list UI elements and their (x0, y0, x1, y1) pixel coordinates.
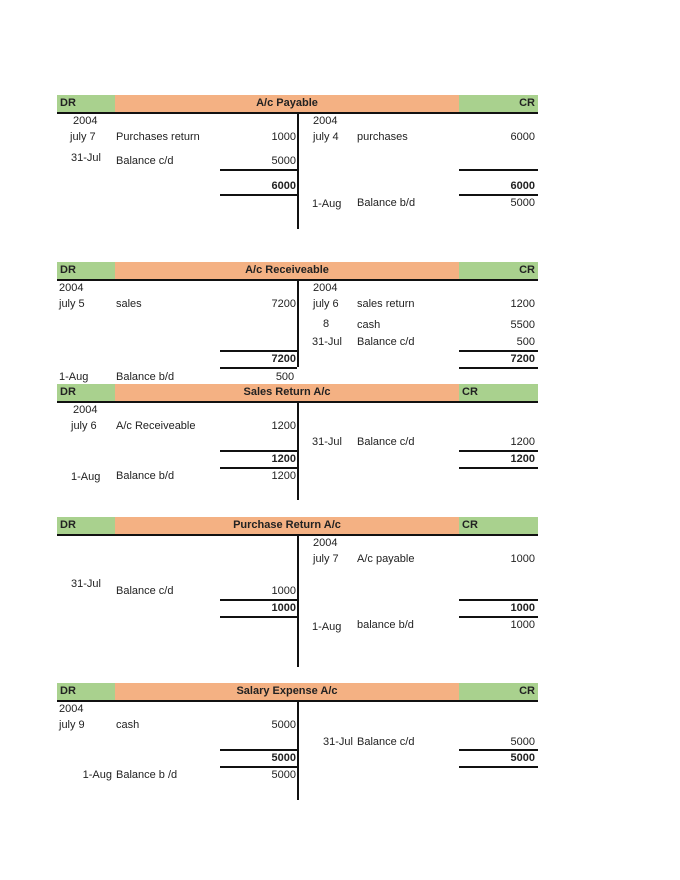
salary-cr-header: CR (459, 683, 538, 700)
payable-dr-date: 31-Jul (71, 152, 101, 164)
payable-dr-date: july 7 (70, 131, 96, 143)
receivable-dr-total-underline (220, 367, 297, 369)
receivable-cr-desc: Balance c/d (357, 336, 415, 348)
payable-dr-amount: 1000 (271, 131, 296, 143)
salary-dr-desc: cash (116, 719, 140, 731)
purchase-return-dr-date: 31-Jul (71, 578, 101, 590)
payable-dr-desc: Balance c/d (116, 155, 174, 167)
sales-return-cr-date: 31-Jul (312, 436, 342, 448)
payable-dr-total: 6000 (271, 180, 296, 192)
salary-dr-amount: 5000 (271, 719, 296, 731)
salary-cr-desc: Balance c/d (357, 736, 415, 748)
payable-cr-bd-desc: Balance b/d (357, 197, 416, 209)
receivable-cr-header: CR (459, 262, 538, 279)
salary-dr-bd-amount: 5000 (271, 769, 296, 781)
payable-cr-bd-amount: 5000 (510, 197, 535, 209)
payable-cr-amount: 6000 (510, 131, 535, 143)
receivable-cr-year: 2004 (313, 282, 338, 294)
purchase-return-cr-bd-date: 1-Aug (312, 621, 342, 633)
salary-dr-bd-desc: Balance b /d (116, 769, 178, 781)
receivable-cr-date: 31-Jul (312, 336, 342, 348)
sales-return-cr-header: CR (459, 384, 538, 401)
sales-return-dr-amount: 1200 (271, 420, 296, 432)
receivable-cr-total: 7200 (510, 353, 535, 365)
sales-return-cr-total: 1200 (510, 453, 535, 465)
payable-divider (297, 112, 299, 229)
purchase-return-dr-header: DR (57, 517, 115, 534)
purchase-return-dr-total: 1000 (271, 602, 296, 614)
salary-cr-date: 31-Jul (323, 736, 353, 748)
receivable-dr-date: july 5 (59, 298, 85, 310)
payable-cr-desc: purchases (357, 131, 408, 143)
payable-dr-header: DR (57, 95, 115, 112)
payable-cr-total-rule (459, 169, 538, 171)
receivable-dr-total: 7200 (271, 353, 296, 365)
payable-dr-year: 2004 (73, 115, 98, 127)
purchase-return-cr-header: CR (459, 517, 538, 534)
purchase-return-cr-bd-desc: balance b/d (357, 619, 414, 631)
salary-title: Salary Expense A/c (115, 683, 459, 700)
payable-cr-bd-date: 1-Aug (312, 198, 342, 210)
receivable-cr-amount: 1200 (510, 298, 535, 310)
receivable-dr-amount: 7200 (271, 298, 296, 310)
receivable-dr-desc: sales (116, 298, 142, 310)
purchase-return-cr-bd-amount: 1000 (510, 619, 535, 631)
payable-cr-year: 2004 (313, 115, 338, 127)
salary-dr-date: july 9 (59, 719, 85, 731)
sales-return-dr-bd-amount: 1200 (271, 470, 296, 482)
payable-cr-header: CR (459, 95, 538, 112)
payable-dr-desc: Purchases return (116, 131, 200, 143)
receivable-cr-amount: 5500 (510, 319, 535, 331)
receivable-cr-date: july 6 (313, 298, 339, 310)
purchase-return-cr-desc: A/c payable (357, 553, 415, 565)
sales-return-title: Sales Return A/c (115, 384, 459, 401)
sales-return-dr-bd-date: 1-Aug (71, 471, 101, 483)
salary-cr-total-underline (459, 766, 538, 768)
receivable-dr-bd-date: 1-Aug (59, 371, 89, 383)
payable-dr-amount: 5000 (271, 155, 296, 167)
salary-divider (297, 700, 299, 800)
purchase-return-dr-desc: Balance c/d (116, 585, 174, 597)
sales-return-cr-desc: Balance c/d (357, 436, 415, 448)
sales-return-divider (297, 401, 299, 500)
salary-cr-total: 5000 (510, 752, 535, 764)
receivable-cr-desc: cash (357, 319, 381, 331)
sales-return-cr-amount: 1200 (510, 436, 535, 448)
receivable-dr-header: DR (57, 262, 115, 279)
purchase-return-cr-amount: 1000 (510, 553, 535, 565)
salary-dr-year: 2004 (59, 703, 84, 715)
receivable-title: A/c Receiveable (115, 262, 459, 279)
salary-dr-total: 5000 (271, 752, 296, 764)
purchase-return-cr-total: 1000 (510, 602, 535, 614)
receivable-cr-date: 8 (323, 318, 330, 330)
payable-dr-total-underline (220, 194, 297, 196)
payable-cr-date: july 4 (313, 131, 339, 143)
purchase-return-divider (297, 534, 299, 667)
sales-return-dr-desc: A/c Receiveable (116, 420, 196, 432)
salary-cr-amount: 5000 (510, 736, 535, 748)
purchase-return-dr-total-underline (220, 616, 297, 618)
receivable-cr-amount: 500 (516, 336, 535, 348)
sales-return-dr-year: 2004 (73, 404, 98, 416)
sales-return-dr-total: 1200 (271, 453, 296, 465)
receivable-dr-bd-amount: 500 (275, 371, 295, 383)
receivable-divider (297, 279, 299, 367)
sales-return-dr-header: DR (57, 384, 115, 401)
payable-cr-total: 6000 (510, 180, 535, 192)
purchase-return-dr-amount: 1000 (271, 585, 296, 597)
purchase-return-cr-year: 2004 (313, 537, 338, 549)
purchase-return-title: Purchase Return A/c (115, 517, 459, 534)
payable-title: A/c Payable (115, 95, 459, 112)
payable-dr-total-rule (220, 169, 297, 171)
receivable-cr-total-underline (459, 367, 538, 369)
receivable-cr-desc: sales return (357, 298, 415, 310)
salary-dr-header: DR (57, 683, 115, 700)
receivable-dr-year: 2004 (59, 282, 84, 294)
purchase-return-cr-date: july 7 (313, 553, 339, 565)
sales-return-dr-bd-desc: Balance b/d (116, 470, 175, 482)
sales-return-dr-date: july 6 (71, 420, 97, 432)
sales-return-cr-total-underline (459, 467, 538, 469)
salary-dr-bd-date: 1-Aug (82, 769, 112, 781)
receivable-dr-bd-desc: Balance b/d (116, 371, 175, 383)
